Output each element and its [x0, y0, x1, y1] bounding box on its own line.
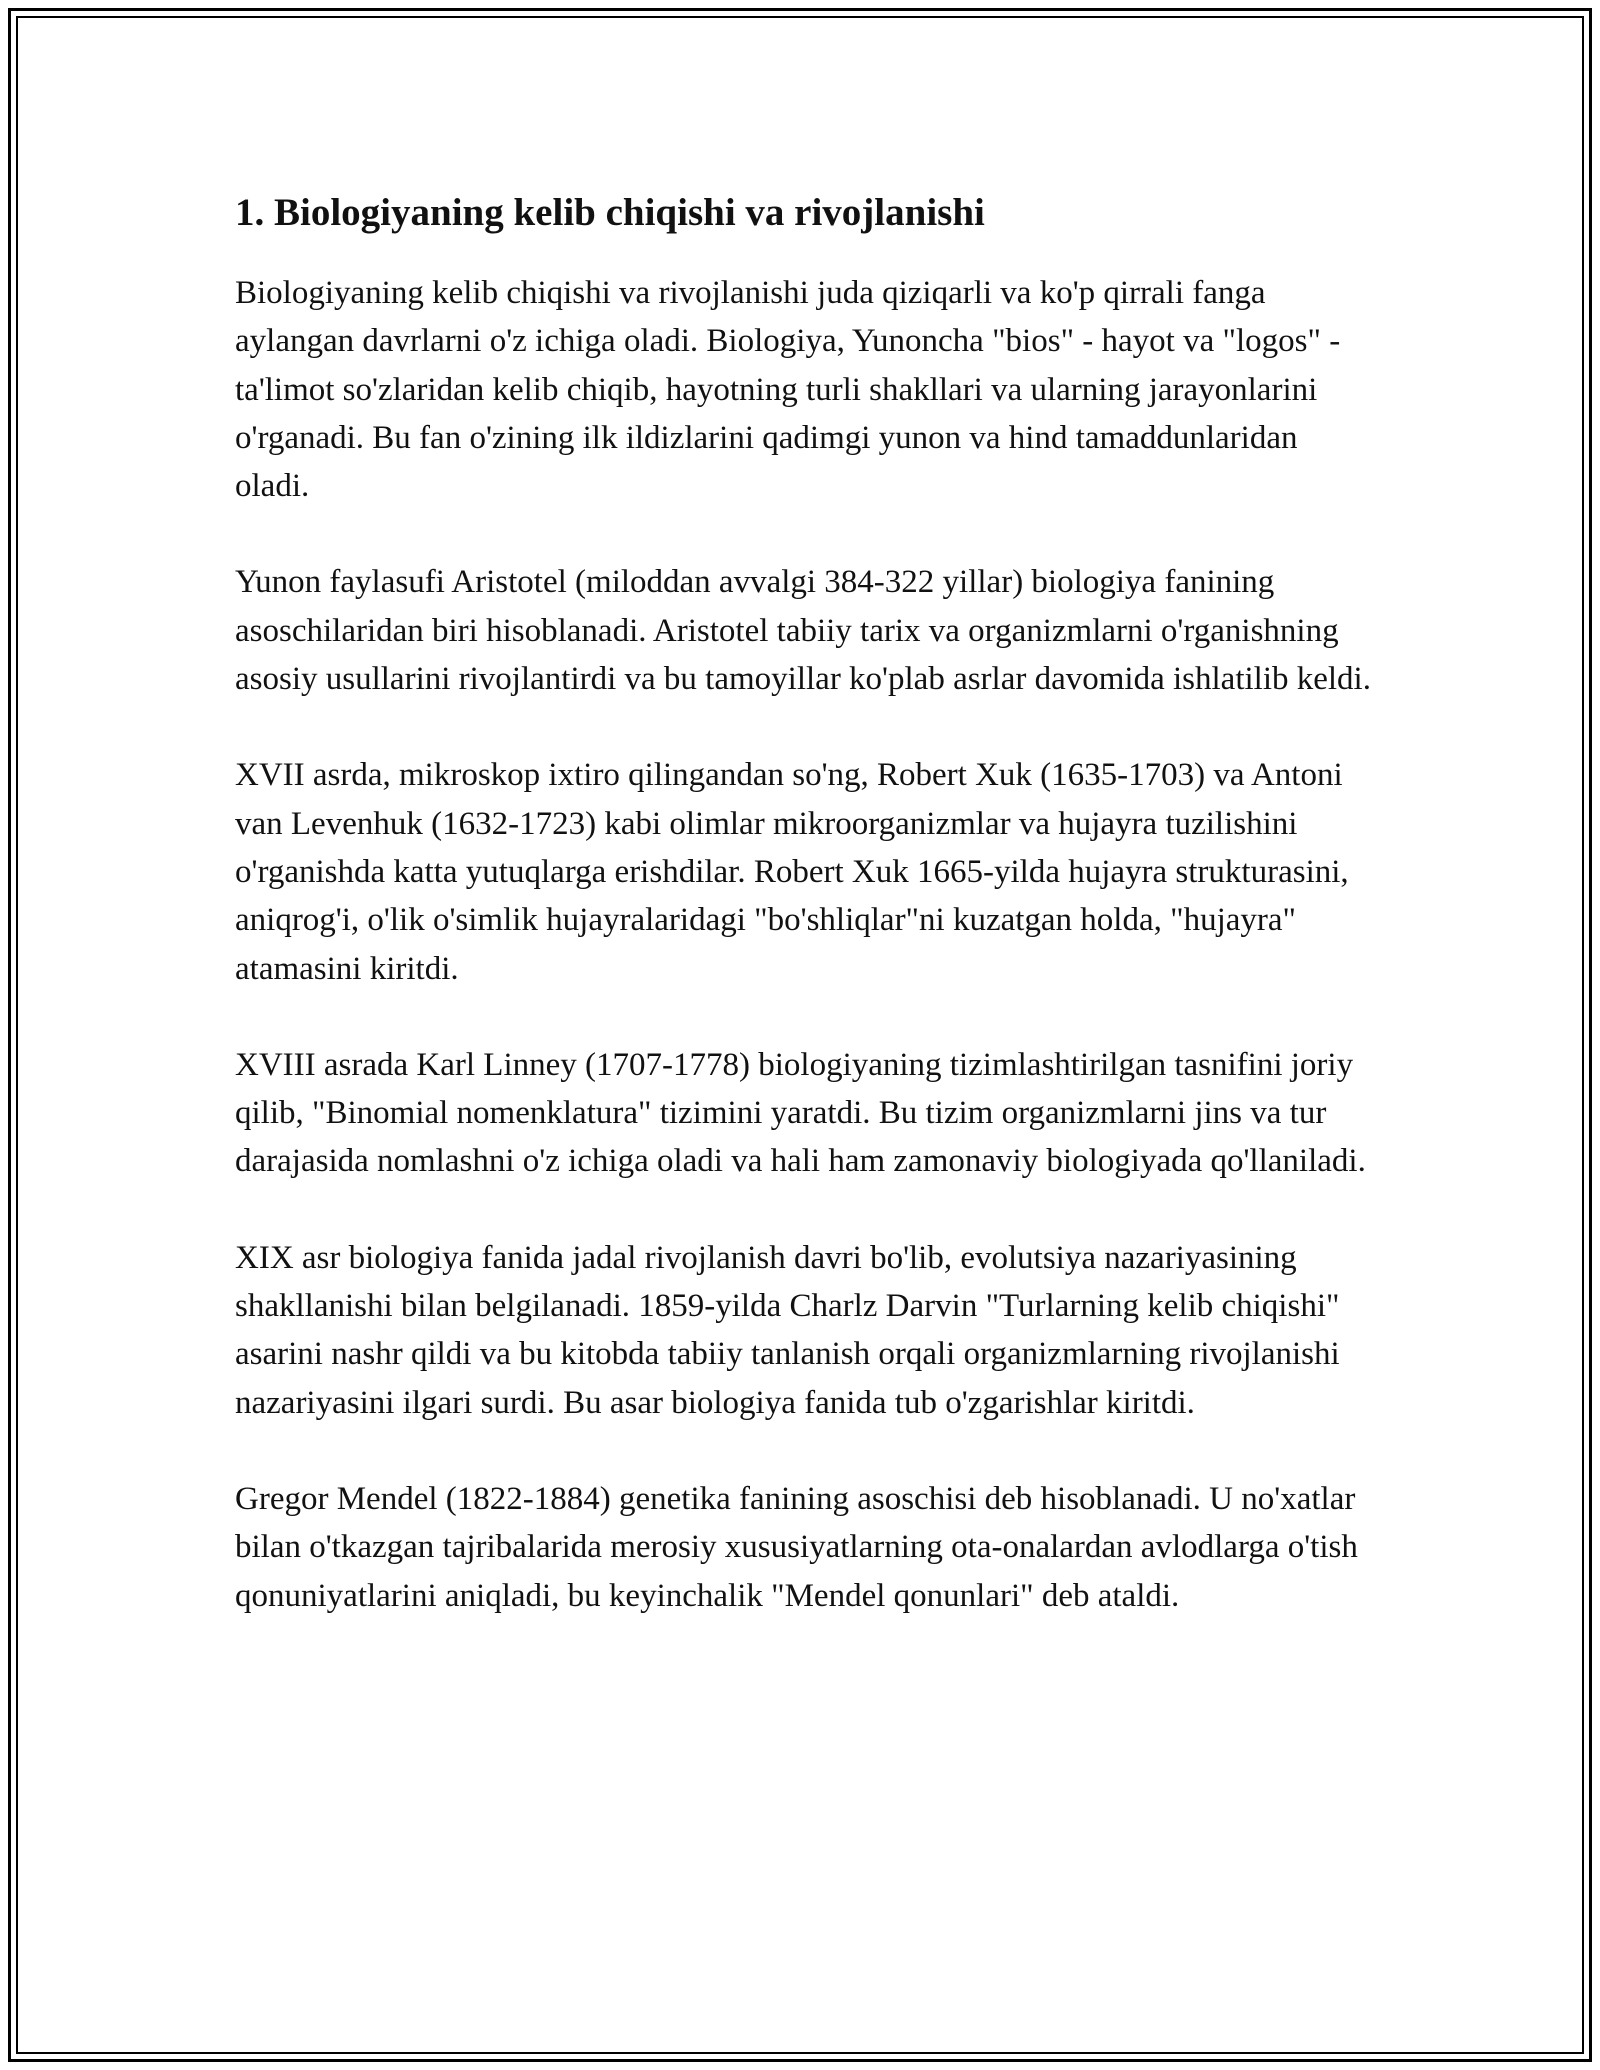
- document-body: [235, 185, 1375, 1668]
- paragraph-origins: Biologiyaning kelib chiqishi va rivojlanishi juda qiziqarli va ko'p qirrali fanga aylangan davrlarni o'z ichiga oladi. Biologiya, Yunoncha "bios" - hayot va "logos" - ta'limot so'zlaridan kelib chiqib, hayotning turli shakllari va ularning jarayonlarini o'rganadi. Bu fan o'zining ilk ildizlarini qadimgi yunon va hind tamaddunlaridan oladi.: [235, 275, 1341, 505]
- paragraph-19th-century: XIX asr biologiya fanida jadal rivojlanish davri bo'lib, evolutsiya nazariyasining shakllanishi bilan belgilanadi. 1859-yilda Charlz Darvin "Turlarning kelib chiqishi" asarini nashr qildi va bu kitobda tabiiy tanlanish orqali organizmlarning rivojlanishi nazariyasini ilgari surdi. Bu asar biologiya fanida tub o'zgarishlar kiritdi.: [235, 1239, 1340, 1421]
- paragraph-mendel: Gregor Mendel (1822-1884) genetika fanining asoschisi deb hisoblanadi. U no'xatlar bilan o'tkazgan tajribalarida merosiy xususiyatlarning ota-onalardan avlodlarga o'tish qonuniyatlarini aniqladi, bu keyinchalik "Mendel qonunlari" deb ataldi.: [235, 1480, 1358, 1614]
- paragraph-18th-century: XVIII asrada Karl Linney (1707-1778) biologiyaning tizimlashtirilgan tasnifini joriy qilib, "Binomial nomenklatura" tizimini yaratdi. Bu tizim organizmlarni jins va tur darajasida nomlashni o'z ichiga oladi va hali ham zamonaviy biologiyada qo'llaniladi.: [235, 1046, 1366, 1180]
- paragraph-17th-century: XVII asrda, mikroskop ixtiro qilingandan so'ng, Robert Xuk (1635-1703) va Antoni van Levenhuk (1632-1723) kabi olimlar mikroorganizmlar va hujayra tuzilishini o'rganishda katta yutuqlarga erishdilar. Robert Xuk 1665-yilda hujayra strukturasini, aniqrog'i, o'lik o'simlik hujayralaridagi "bo'shliqlar"ni kuzatgan holda, "hujayra" atamasini kiritdi.: [235, 757, 1349, 987]
- paragraph-aristotle: Yunon faylasufi Aristotel (miloddan avvalgi 384-322 yillar) biologiya fanining asoschilaridan biri hisoblanadi. Aristotel tabiiy tarix va organizmlarni o'rganishning asosiy usullarini rivojlantirdi va bu tamoyillar ko'plab asrlar davomida ishlatilib keldi.: [235, 564, 1371, 698]
- section-title: 1. Biologiyaning kelib chiqishi va rivojlanishi: [235, 191, 985, 234]
